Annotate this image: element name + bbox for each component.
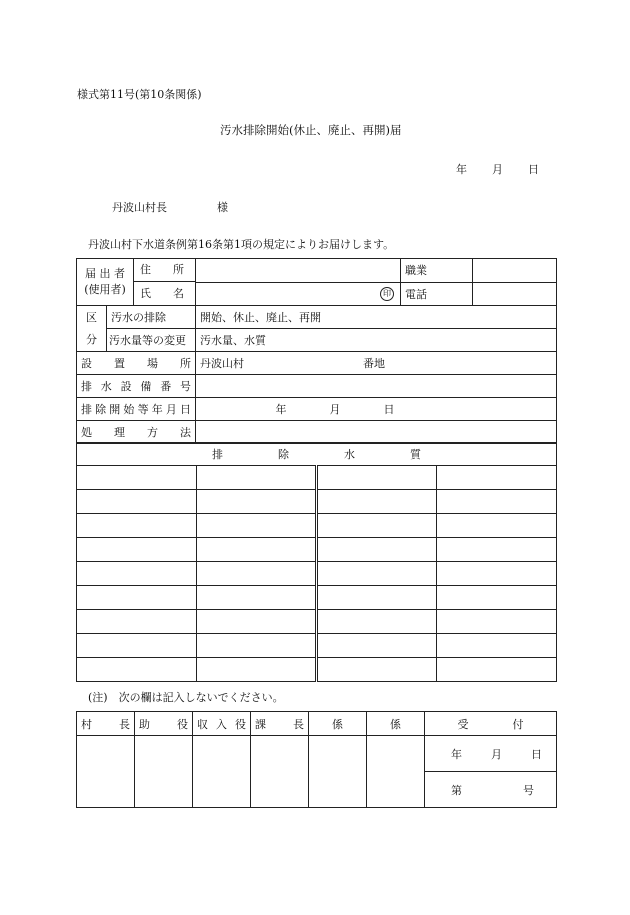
office-header-cell xyxy=(193,712,251,736)
applicant-cell xyxy=(77,259,196,306)
location-label-cell xyxy=(77,352,196,375)
receipt-no: 第 xyxy=(451,783,462,797)
deputy-label: 助 役 xyxy=(139,717,188,731)
wq-cell[interactable] xyxy=(317,514,437,538)
wq-cell[interactable] xyxy=(197,538,317,562)
wq-cell[interactable] xyxy=(77,586,197,610)
wq-cell[interactable] xyxy=(77,490,197,514)
method-field[interactable] xyxy=(196,421,557,444)
intro-text: 丹波山村下水道条例第16条第1項の規定によりお届けします。 xyxy=(88,238,395,251)
wq-cell[interactable] xyxy=(437,634,557,658)
facility-label-cell xyxy=(77,375,196,398)
treasurer-label: 収入役 xyxy=(197,717,246,731)
name-label: 氏 名 xyxy=(140,287,184,300)
addressee-honorific: 様 xyxy=(217,201,228,214)
staff-label-2: 係 xyxy=(390,717,401,731)
receipt-go: 号 xyxy=(523,783,534,797)
stamp-cell xyxy=(367,736,425,808)
wq-cell[interactable] xyxy=(77,658,197,682)
wq-cell[interactable] xyxy=(197,634,317,658)
main-form-table xyxy=(76,258,557,444)
receipt-label: 受 付 xyxy=(425,712,557,736)
start-date-label-cell xyxy=(77,398,196,421)
location-label: 設置場所 xyxy=(81,357,191,370)
wq-cell[interactable] xyxy=(437,466,557,490)
receipt-day: 日 xyxy=(531,747,542,761)
wq-cell[interactable] xyxy=(77,466,197,490)
location-field[interactable] xyxy=(196,352,557,375)
facility-label: 排水設備番号 xyxy=(81,380,191,393)
wq-cell[interactable] xyxy=(77,610,197,634)
volume-change-options[interactable]: 汚水量、水質 xyxy=(196,329,557,352)
stamp-cell xyxy=(309,736,367,808)
office-header-cell xyxy=(309,712,367,736)
stamp-cell xyxy=(251,736,309,808)
staff-label-1: 係 xyxy=(332,717,343,731)
note-text: (注) 次の欄は記入しないでください。 xyxy=(88,691,284,704)
start-date-field[interactable] xyxy=(196,398,557,421)
wq-cell[interactable] xyxy=(197,514,317,538)
occupation-field[interactable] xyxy=(473,259,557,283)
wq-cell[interactable] xyxy=(77,538,197,562)
wq-cell[interactable] xyxy=(197,490,317,514)
wq-cell[interactable] xyxy=(197,610,317,634)
receipt-year: 年 xyxy=(451,747,462,761)
location-village: 丹波山村 xyxy=(200,357,244,370)
category-label-cell xyxy=(77,306,107,352)
wq-cell[interactable] xyxy=(437,658,557,682)
facility-field[interactable] xyxy=(196,375,557,398)
form-title: 汚水排除開始(休止、廃止、再開)届 xyxy=(220,123,402,137)
wq-cell[interactable] xyxy=(197,586,317,610)
volume-change-label: 汚水量等の変更 xyxy=(107,329,196,352)
method-label: 処理方法 xyxy=(81,426,191,439)
start-date-day: 日 xyxy=(383,403,395,416)
wq-cell[interactable] xyxy=(317,610,437,634)
discharge-options[interactable]: 開始、休止、廃止、再開 xyxy=(196,306,557,329)
wq-cell[interactable] xyxy=(317,634,437,658)
stamp-cell xyxy=(77,736,135,808)
water-quality-table xyxy=(76,442,557,682)
receipt-date-cell xyxy=(425,736,557,772)
wq-cell[interactable] xyxy=(317,658,437,682)
applicant-sublabel: (使用者) xyxy=(84,283,126,296)
seal-icon: 印 xyxy=(380,287,394,301)
wq-cell[interactable] xyxy=(437,586,557,610)
start-date-month: 月 xyxy=(329,403,341,416)
occupation-label: 職業 xyxy=(401,259,473,283)
wq-cell[interactable] xyxy=(197,562,317,586)
office-header-cell xyxy=(135,712,193,736)
wq-cell[interactable] xyxy=(437,562,557,586)
wq-cell[interactable] xyxy=(437,538,557,562)
office-header-cell xyxy=(77,712,135,736)
location-banchi: 番地 xyxy=(363,357,385,370)
applicant-label: 届 出 者 xyxy=(85,267,125,280)
office-header-cell xyxy=(367,712,425,736)
wq-cell[interactable] xyxy=(317,490,437,514)
phone-field[interactable] xyxy=(473,282,557,306)
wq-cell[interactable] xyxy=(437,514,557,538)
address-label: 住 所 xyxy=(134,259,195,282)
wq-cell[interactable] xyxy=(317,538,437,562)
section-chief-label: 課 長 xyxy=(255,717,304,731)
village-head-label: 村 長 xyxy=(81,717,130,731)
category-label-1: 区 xyxy=(86,310,97,324)
stamp-cell xyxy=(193,736,251,808)
start-date-year: 年 xyxy=(275,403,287,416)
date-month: 月 xyxy=(492,163,503,176)
wq-cell[interactable] xyxy=(317,586,437,610)
address-field[interactable] xyxy=(196,259,401,283)
wq-cell[interactable] xyxy=(437,490,557,514)
office-header-cell xyxy=(251,712,309,736)
method-label-cell xyxy=(77,421,196,444)
discharge-label: 汚水の排除 xyxy=(107,306,196,329)
wq-cell[interactable] xyxy=(197,658,317,682)
wq-cell[interactable] xyxy=(77,514,197,538)
addressee-name: 丹波山村長 xyxy=(112,201,167,214)
wq-cell[interactable] xyxy=(317,562,437,586)
start-date-label: 排除開始等年月日 xyxy=(81,403,191,416)
category-label-2: 分 xyxy=(86,332,97,346)
wq-cell[interactable] xyxy=(77,634,197,658)
name-field[interactable] xyxy=(196,282,401,306)
water-quality-header: 排 除 水 質 xyxy=(77,443,557,466)
wq-cell[interactable] xyxy=(197,466,317,490)
date-year: 年 xyxy=(456,163,467,176)
wq-cell[interactable] xyxy=(437,610,557,634)
wq-cell[interactable] xyxy=(77,562,197,586)
receipt-number-cell xyxy=(425,772,557,808)
wq-cell[interactable] xyxy=(317,466,437,490)
stamp-cell xyxy=(135,736,193,808)
office-use-table xyxy=(76,711,557,808)
form-number: 様式第11号(第10条関係) xyxy=(77,88,202,101)
date-day: 日 xyxy=(528,163,539,176)
phone-label: 電話 xyxy=(401,282,473,306)
receipt-month: 月 xyxy=(491,747,502,761)
